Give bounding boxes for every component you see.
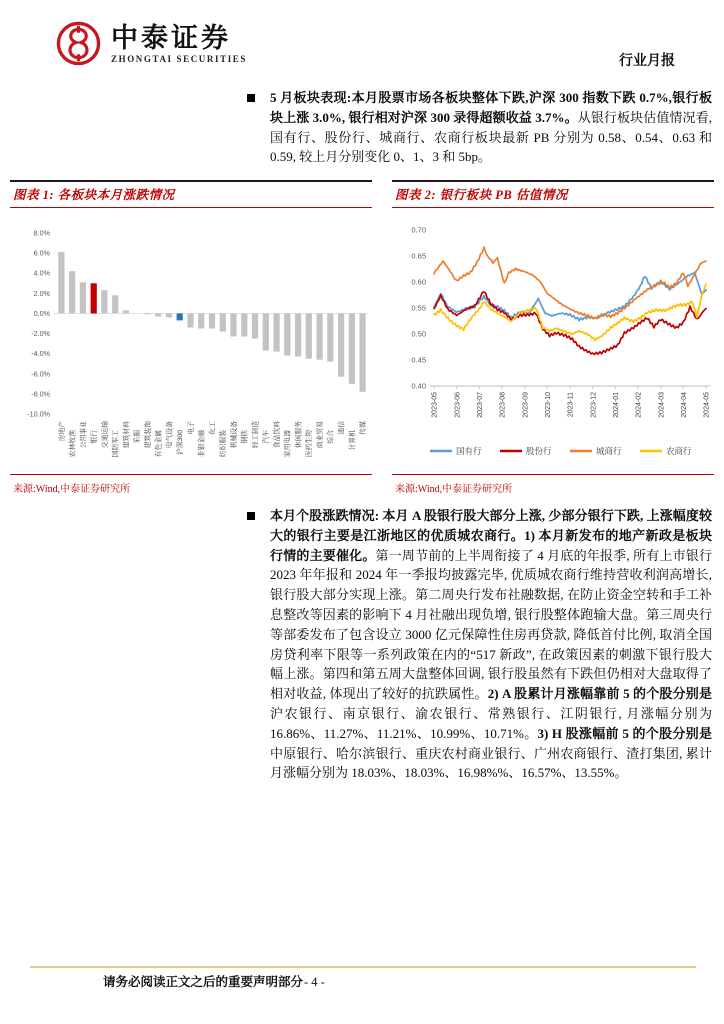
x-tick-label: 2023-05 (431, 392, 439, 418)
category-label: 采掘 (134, 430, 142, 444)
bullet-square-icon (247, 94, 255, 102)
category-label: 交通运输 (101, 421, 109, 449)
footer-divider-line (30, 966, 696, 968)
bar (306, 313, 312, 358)
legend-label-农商行: 农商行 (666, 446, 692, 456)
logo-company-name-en: ZHONGTAI SECURITIES (111, 53, 248, 64)
figure-2-source: 来源:Wind,中泰证券研究所 (395, 484, 513, 495)
x-tick-label: 2023-09 (522, 392, 530, 418)
sector-performance-bar-chart (10, 208, 372, 463)
x-tick-label: 2023-06 (454, 392, 462, 418)
bar (252, 313, 258, 338)
y-tick-label: 0.45 (411, 355, 426, 365)
figure-1-sector-performance (10, 180, 372, 497)
category-label: 建筑材料 (123, 421, 131, 449)
bar (327, 313, 333, 361)
category-label: 公用事业 (80, 421, 88, 449)
category-label: 家用电器 (284, 430, 292, 458)
para2-bold-point2: 2) A 股累计月涨幅靠前 5 的个股分别是 (487, 686, 712, 702)
bar (91, 283, 97, 313)
bar (241, 313, 247, 336)
para2-body-1: 第一周节前的上半周衔接了 4 月底的年报季, 所有上市银行 2023 年年报和 2024 年一季报均披露完毕, 优质城农商行维持营收利润高增长, 银行股大部分实现上涨。第二周央行发布社融数据, 在防止资金空转和手工补息整改等因素的影响下 4 月社融出现负增, 银行股整体跑输大盘。第三周央行等部委发布了包含设立 3000 亿元保障性住房再贷款, 降低首付比例, 取消全国房贷利率下限等一系列政策在内的“517 新政”, 在政策因素的刺激下银行股大幅上涨。第四和第五周大盘整体回调, 银行股虽然有下跌但仍相对大盘取得了相对收益, 体现出了较好的抗跌属性。 (270, 547, 712, 702)
bar (187, 313, 193, 327)
bar (220, 313, 226, 331)
category-label: 电气设备 (166, 421, 174, 449)
category-label: 通信 (338, 421, 346, 435)
x-tick-label: 2023-08 (499, 392, 507, 418)
y-tick-label: -2.0% (31, 329, 50, 339)
series-line-股份行 (434, 292, 706, 354)
bar (166, 313, 172, 317)
bar (177, 313, 183, 320)
bar (230, 313, 236, 336)
y-tick-label: 0.55 (411, 303, 426, 313)
legend-label-城商行: 城商行 (596, 446, 622, 456)
bar (317, 313, 323, 359)
category-label: 非银金融 (198, 430, 206, 458)
category-label: 农林牧渔 (69, 430, 77, 458)
page-number: - 4 - (304, 975, 325, 989)
bar (274, 313, 280, 351)
bar (349, 313, 355, 383)
y-tick-label: 0.65 (411, 251, 426, 261)
para2-bold-lead: 本月个股涨跌情况: 本月 A 股银行股大部分上涨, 少部分银行下跌, 上涨幅度较大的银行主要是江浙地区的优质城农商行。1) 本月新发布的地产新政是板块行情的主要催化。 (270, 508, 712, 563)
legend-label-股份行: 股份行 (526, 446, 552, 456)
para1-bold-text: 5 月板块表现:本月股票市场各板块整体下跌,沪深 300 指数下跌 0.7%,银行板块上涨 3.0%, 银行相对沪深 300 录得超额收益 3.7%。 (270, 90, 712, 125)
x-tick-label: 2024-05 (703, 392, 711, 418)
y-tick-label: 8.0% (33, 228, 50, 238)
y-tick-label: -8.0% (31, 389, 50, 399)
para2-body-3: 中原银行、哈尔滨银行、重庆农村商业银行、广州农商银行、渣打集团, 累计月涨幅分别为 18.03%、18.03%、16.98%%、16.57%、13.55%。 (270, 745, 712, 781)
category-label: 沪深300 (177, 430, 185, 455)
x-tick-label: 2024-03 (658, 392, 666, 418)
legend-label-国有行: 国有行 (456, 446, 482, 456)
category-label: 综合 (327, 430, 335, 444)
category-label: 轻工制造 (252, 421, 260, 449)
category-label: 钢铁 (241, 430, 249, 444)
footer-disclaimer: 请务必阅读正文之后的重要声明部分 (103, 975, 304, 989)
bar (295, 313, 301, 356)
bar (101, 290, 107, 313)
y-tick-label: 6.0% (33, 248, 50, 258)
figure-1-title: 图表 1: 各板块本月涨跌情况 (13, 188, 175, 202)
y-tick-label: 0.40 (411, 381, 426, 391)
summary-paragraph-1 (247, 88, 712, 167)
bar (123, 310, 129, 313)
bar (144, 313, 150, 314)
x-tick-label: 2024-04 (680, 392, 688, 418)
category-label: 纺织服装 (220, 430, 228, 458)
summary-paragraph-2 (247, 506, 712, 783)
x-tick-label: 2023-11 (567, 392, 575, 418)
y-tick-label: 0.60 (411, 277, 426, 287)
y-tick-label: 0.0% (33, 308, 50, 318)
category-label: 有色金属 (155, 430, 163, 458)
bar (69, 271, 75, 313)
category-label: 汽车 (263, 430, 271, 444)
y-tick-label: -4.0% (31, 349, 50, 359)
figure-2-title: 图表 2: 银行板块 PB 估值情况 (395, 188, 568, 202)
bar (58, 252, 64, 313)
bar (338, 313, 344, 376)
x-tick-label: 2024-01 (612, 392, 620, 418)
y-tick-label: -6.0% (31, 369, 50, 379)
para1-normal-text: 从银行板块估值情况看, 国有行、股份行、城商行、农商行板块最新 PB 分别为 0.58、0.54、0.63 和 0.59, 较上月分别变化 0、1、3 和 5bp。 (270, 109, 712, 165)
x-tick-label: 2023-10 (544, 392, 552, 418)
x-tick-label: 2023-12 (590, 392, 598, 418)
x-tick-label: 2023-07 (476, 392, 484, 418)
x-tick-label: 2024-02 (635, 392, 643, 418)
category-label: 食品饮料 (274, 421, 281, 449)
category-label: 建筑装饰 (144, 421, 152, 449)
category-label: 银行 (91, 430, 99, 444)
bank-pb-line-chart (392, 208, 714, 463)
y-tick-label: 0.50 (411, 329, 426, 339)
company-logo (55, 20, 247, 67)
y-tick-label: -10.0% (27, 409, 50, 419)
bar (284, 313, 290, 355)
bar (112, 295, 118, 313)
bar (80, 282, 86, 313)
bar (155, 313, 161, 316)
category-label: 房地产 (58, 421, 66, 442)
category-label: 商业贸易 (317, 421, 324, 449)
figure-1-source: 来源:Wind,中泰证券研究所 (13, 484, 131, 495)
y-tick-label: 2.0% (33, 288, 50, 298)
category-label: 医药生物 (306, 430, 314, 458)
category-label: 电子 (187, 421, 195, 435)
category-label: 化工 (209, 421, 217, 435)
y-tick-label: 0.70 (411, 225, 426, 235)
bullet-square-icon (247, 512, 255, 520)
figure-2-pb-valuation (392, 180, 714, 497)
category-label: 计算机 (349, 430, 357, 451)
y-tick-label: 4.0% (33, 268, 50, 278)
para2-bold-point3: 3) H 股涨幅前 5 的个股分别是 (537, 725, 712, 741)
bar (209, 313, 215, 328)
para2-body-2: 沪农银行、南京银行、渝农银行、常熟银行、江阴银行, 月涨幅分别为 16.86%、11.27%、11.21%、10.99%、10.71%。 (270, 705, 712, 741)
category-label: 国防军工 (112, 430, 120, 458)
bar (198, 313, 204, 328)
category-label: 机械设备 (230, 421, 238, 449)
report-type-label: 行业月报 (619, 54, 675, 69)
category-label: 传媒 (360, 421, 367, 435)
zhongtai-logo-icon (55, 20, 102, 67)
logo-company-name: 中泰证券 (111, 22, 231, 53)
category-label: 休闲服务 (295, 421, 303, 449)
bar (360, 313, 366, 391)
bar (263, 313, 269, 350)
series-line-农商行 (434, 284, 706, 340)
